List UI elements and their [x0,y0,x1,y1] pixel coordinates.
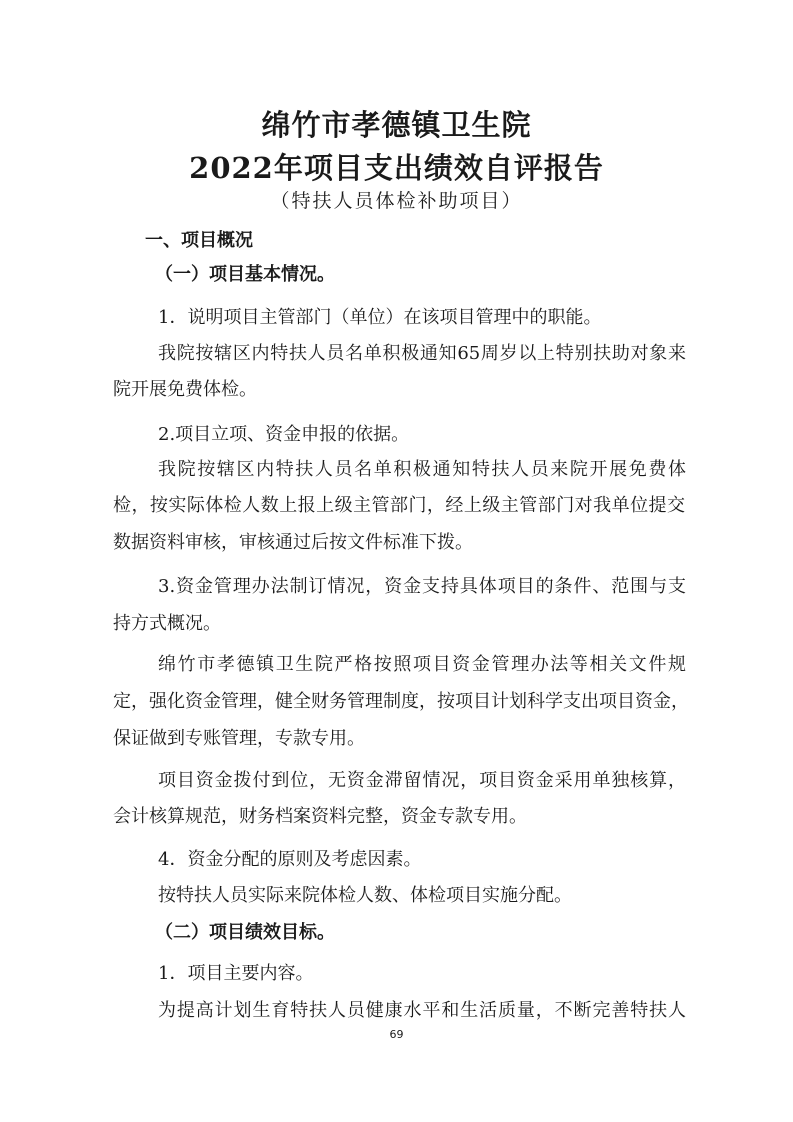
item-heading-2: 2.项目立项、资金申报的依据。 [158,424,410,445]
item-heading-3: 3.资金管理办法制订情况，资金支持具体项目的条件、范围与支 [158,576,686,597]
paragraph-line: 绵竹市孝德镇卫生院严格按照项目资金管理办法等相关文件规 [158,654,686,675]
item-heading-1: 1．说明项目主管部门（单位）在该项目管理中的职能。 [158,307,602,328]
report-title-line2: 2022年项目支出绩效自评报告 [189,151,604,185]
paragraph-line: 院开展免费体检。 [113,379,257,400]
item-heading-4: 4．资金分配的原则及考虑因素。 [158,849,422,870]
subsection-heading-basic-info: （一）项目基本情况。 [155,264,335,285]
report-title-line1: 绵竹市孝德镇卫生院 [261,108,532,142]
paragraph-line: 我院按辖区内特扶人员名单积极通知65周岁以上特别扶助对象来 [158,343,686,364]
paragraph-line: 项目资金拨付到位，无资金滞留情况，项目资金采用单独核算， [158,770,686,791]
page-number: 69 [389,1028,404,1041]
section-heading-overview: 一、项目概况 [145,230,253,251]
report-subtitle: （特扶人员体检补助项目） [270,190,523,212]
paragraph-line: 会计核算规范，财务档案资料完整，资金专款专用。 [113,806,527,827]
subsection-heading-goals: （二）项目绩效目标。 [155,922,335,943]
paragraph-line: 检，按实际体检人数上报上级主管部门，经上级主管部门对我单位提交 [113,495,685,516]
paragraph-line: 数据资料审核，审核通过后按文件标准下拨。 [113,532,473,553]
paragraph-line: 按特扶人员实际来院体检人数、体检项目实施分配。 [158,885,572,906]
paragraph-line: 为提高计划生育特扶人员健康水平和生活质量，不断完善特扶人 [158,1000,686,1021]
paragraph-line: 定，强化资金管理，健全财务管理制度，按项目计划科学支出项目资金， [113,691,689,712]
item-heading-goal-1: 1．项目主要内容。 [158,963,314,984]
paragraph-line: 我院按辖区内特扶人员名单积极通知特扶人员来院开展免费体 [158,459,686,480]
paragraph-line: 保证做到专账管理，专款专用。 [113,728,365,749]
paragraph-line: 持方式概况。 [113,613,221,634]
